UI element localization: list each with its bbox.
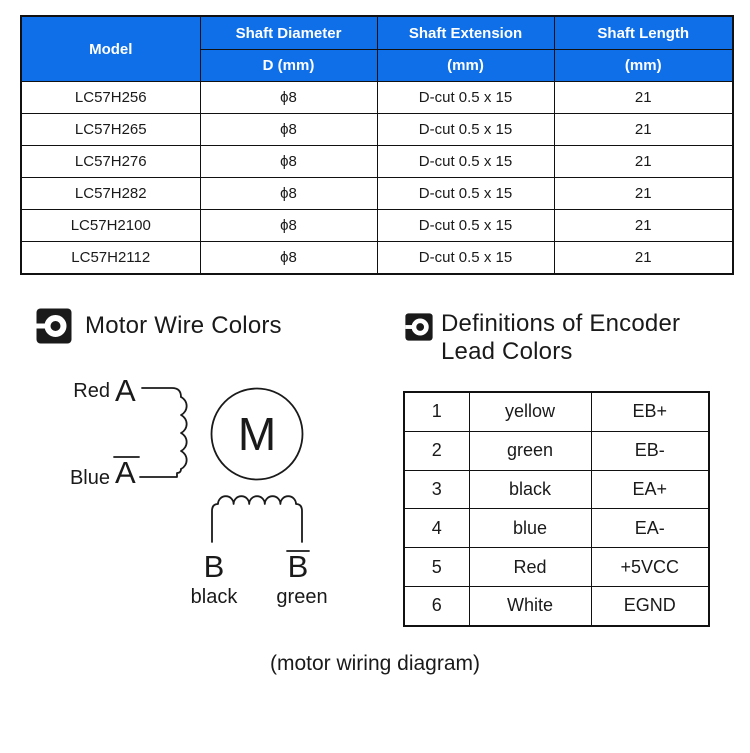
diameter-cell: ϕ8	[200, 178, 377, 210]
extension-cell: D-cut 0.5 x 15	[377, 82, 554, 114]
spec-header-unit-diameter: D (mm)	[200, 50, 377, 82]
extension-cell: D-cut 0.5 x 15	[377, 178, 554, 210]
pin-cell: 6	[404, 586, 469, 625]
signal-cell: EGND	[591, 586, 709, 625]
color-cell: Red	[469, 548, 591, 587]
pin-cell: 4	[404, 509, 469, 548]
model-cell: LC57H282	[21, 178, 200, 210]
signal-cell: EA-	[591, 509, 709, 548]
diameter-cell: ϕ8	[200, 114, 377, 146]
diagram-caption: (motor wiring diagram)	[269, 652, 481, 675]
length-cell: 21	[554, 146, 733, 178]
section-title: Motor Wire Colors	[85, 312, 282, 339]
pin-cell: 2	[404, 431, 469, 470]
length-cell: 21	[554, 210, 733, 242]
encoder-lead-table	[403, 391, 710, 627]
pin-cell: 1	[404, 392, 469, 431]
spec-header-row-1	[21, 16, 733, 50]
pin-cell: 3	[404, 470, 469, 509]
model-cell: LC57H2100	[21, 210, 200, 242]
signal-cell: EB+	[591, 392, 709, 431]
table-row	[404, 586, 709, 625]
spec-header-unit-length: (mm)	[554, 50, 733, 82]
extension-cell: D-cut 0.5 x 15	[377, 242, 554, 275]
model-cell: LC57H276	[21, 146, 200, 178]
table-row	[21, 210, 733, 242]
table-row	[21, 242, 733, 275]
signal-cell: +5VCC	[591, 548, 709, 587]
length-cell: 21	[554, 114, 733, 146]
spec-header-model: Model	[21, 16, 200, 82]
phase-b-bar-color-label: green	[276, 586, 328, 608]
color-cell: black	[469, 470, 591, 509]
spec-header-shaft-length: Shaft Length	[554, 16, 733, 50]
spec-header-shaft-diameter: Shaft Diameter	[200, 16, 377, 50]
bullseye-icon	[405, 313, 433, 341]
phase-a-bar-terminal-label: A	[115, 455, 136, 490]
extension-cell: D-cut 0.5 x 15	[377, 146, 554, 178]
table-row	[404, 431, 709, 470]
length-cell: 21	[554, 242, 733, 275]
section-title	[441, 310, 680, 366]
table-row	[21, 146, 733, 178]
color-cell: yellow	[469, 392, 591, 431]
diameter-cell: ϕ8	[200, 242, 377, 275]
table-row	[21, 178, 733, 210]
color-cell: blue	[469, 509, 591, 548]
table-row	[404, 548, 709, 587]
section-title-line2: Lead Colors	[441, 338, 573, 365]
table-row	[404, 509, 709, 548]
color-cell: green	[469, 431, 591, 470]
diameter-cell: ϕ8	[200, 146, 377, 178]
model-cell: LC57H2112	[21, 242, 200, 275]
bullseye-icon	[36, 308, 72, 344]
phase-b-bar-terminal-label: B	[287, 549, 309, 584]
phase-a-terminal-label: A	[115, 373, 136, 408]
table-row	[404, 392, 709, 431]
extension-cell: D-cut 0.5 x 15	[377, 114, 554, 146]
spec-header-shaft-extension: Shaft Extension	[377, 16, 554, 50]
motor-wiring-diagram	[0, 370, 370, 620]
phase-a-bar-wire	[140, 469, 181, 477]
table-row	[404, 470, 709, 509]
signal-cell: EA+	[591, 470, 709, 509]
phase-a-wire	[142, 388, 181, 397]
phase-a-bar-color-label: Blue	[69, 467, 110, 489]
signal-cell: EB-	[591, 431, 709, 470]
phase-b-color-label: black	[190, 586, 238, 608]
motor-wire-colors-heading	[36, 306, 282, 346]
section-title-line1: Definitions of Encoder	[441, 310, 681, 337]
model-cell: LC57H256	[21, 82, 200, 114]
shaft-spec-table	[20, 15, 734, 275]
motor-label: M	[237, 408, 277, 460]
table-row	[21, 114, 733, 146]
model-cell: LC57H265	[21, 114, 200, 146]
length-cell: 21	[554, 178, 733, 210]
phase-a-color-label: Red	[73, 380, 110, 402]
diameter-cell: ϕ8	[200, 210, 377, 242]
extension-cell: D-cut 0.5 x 15	[377, 210, 554, 242]
length-cell: 21	[554, 82, 733, 114]
spec-header-unit-extension: (mm)	[377, 50, 554, 82]
diameter-cell: ϕ8	[200, 82, 377, 114]
pin-cell: 5	[404, 548, 469, 587]
phase-a-coil	[181, 397, 187, 469]
table-row	[21, 82, 733, 114]
phase-b-terminal-label: B	[203, 549, 225, 584]
color-cell: White	[469, 586, 591, 625]
encoder-lead-colors-heading	[405, 310, 680, 366]
phase-b-coil	[212, 496, 302, 542]
